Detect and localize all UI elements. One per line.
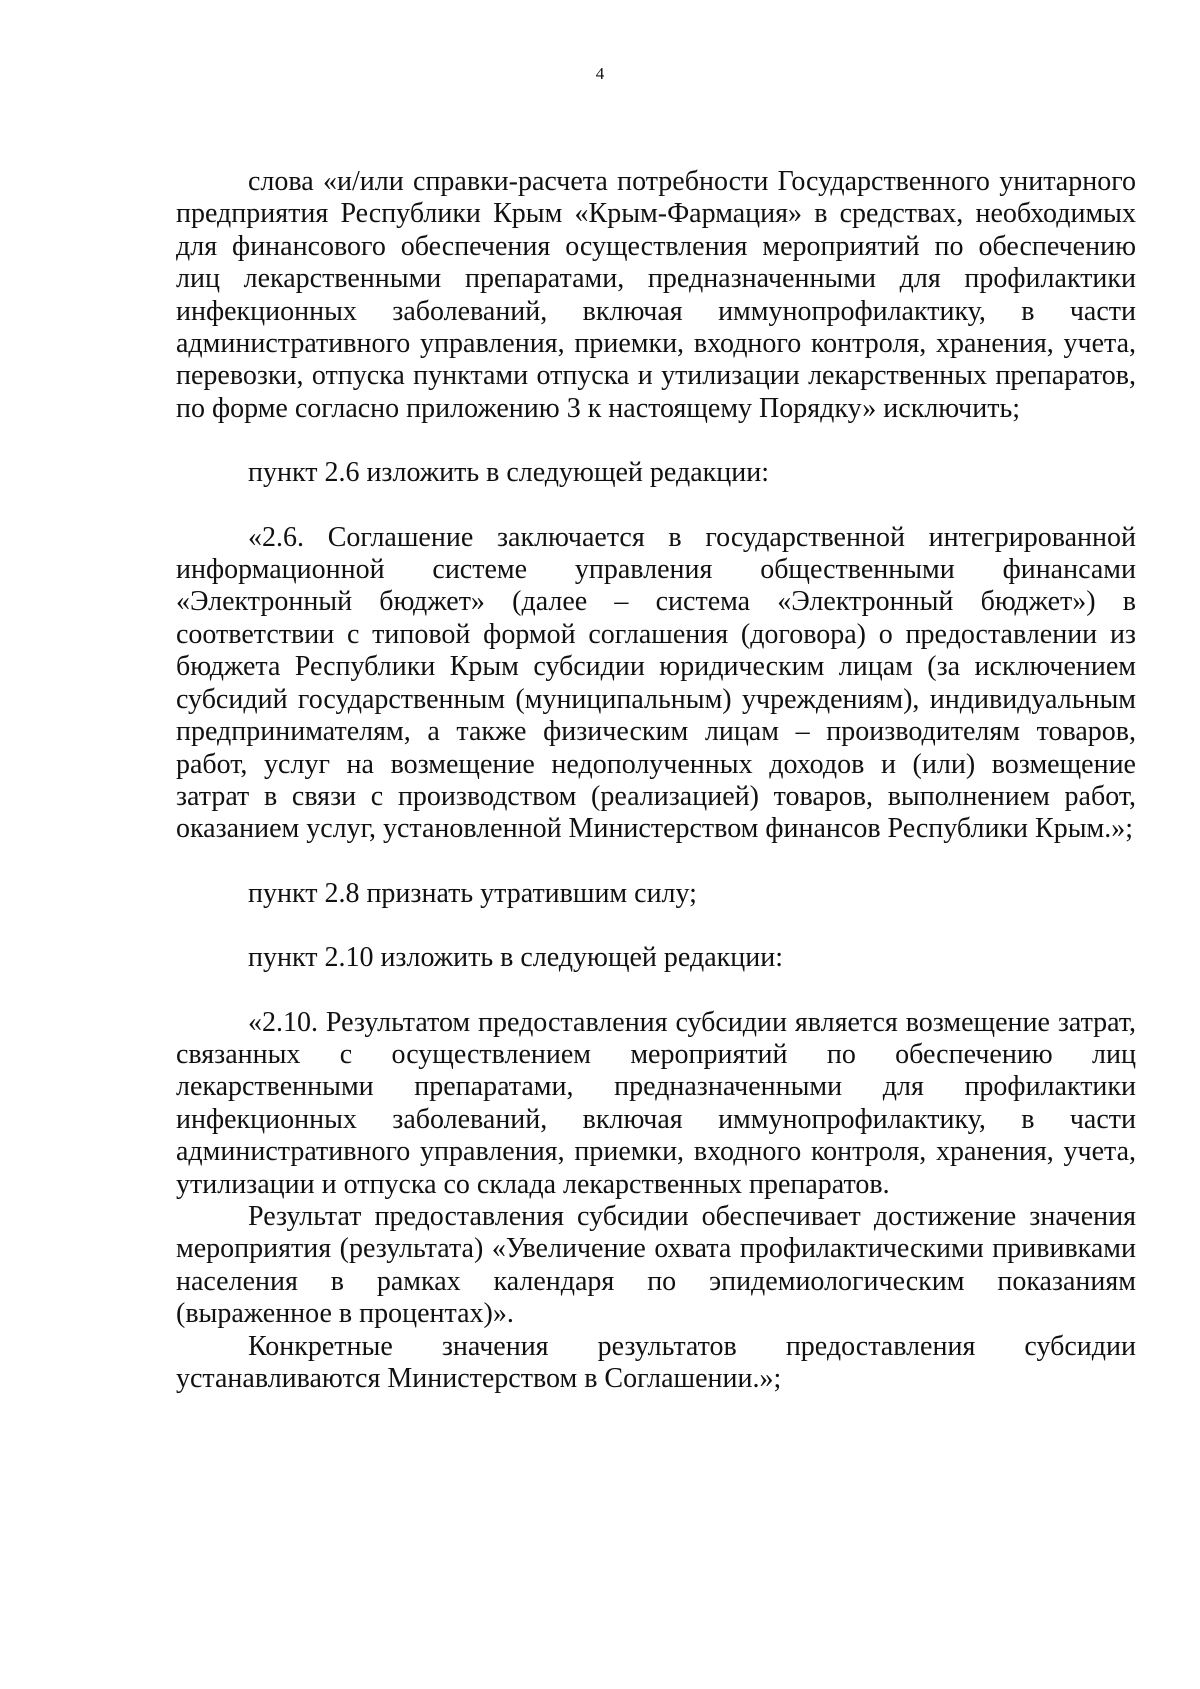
- paragraph-item-2-6-intro: пункт 2.6 изложить в следующей редакции:: [248, 457, 769, 489]
- paragraph-specific-values: Конкретные значения результатов предоставления субсидии устанавливаются Министерством в Соглашении.»;: [176, 1330, 1136, 1394]
- paragraph-item-2-10-text: «2.10. Результатом предоставления субсидии является возмещение затрат, связанных с осуществлением мероприятий по обеспечению лиц лекарственными препаратами, предназначенными для профилактики инфекционных заболеваний, включая иммунопрофилактику, в части административного управления, приемки, входного контроля, хранения, учета, утилизации и отпуска со склада лекарственных препаратов.: [176, 1006, 1136, 1200]
- paragraph-result-indicator: Результат предоставления субсидии обеспечивает достижение значения мероприятия (результата) «Увеличение охвата профилактическими прививками населения в рамках календаря по эпидемиологическим показаниям (выраженное в процентах)».: [176, 1200, 1136, 1330]
- paragraph-item-2-8: пункт 2.8 признать утратившим силу;: [248, 877, 697, 909]
- paragraph-item-2-6-text: «2.6. Соглашение заключается в государственной интегрированной информационной системе управления общественными финансами «Электронный бюджет» (далее – система «Электронный бюджет») в соответствии с типовой формой соглашения (договора) о предоставлении из бюджета Республики Крым субсидии юридическим лицам (за исключением субсидий государственным (муниципальным) учреждениям), индивидуальным предпринимателям, а также физическим лицам – производителям товаров, работ, услуг на возмещение недополученных доходов и (или) возмещение затрат в связи с производством (реализацией) товаров, выполнением работ, оказанием услуг, установленной Министерством финансов Республики Крым.»;: [176, 521, 1136, 845]
- paragraph-strike-words: слова «и/или справки-расчета потребности Государственного унитарного предприятия Республики Крым «Крым-Фармация» в средствах, необходимых для финансового обеспечения осуществления мероприятий по обеспечению лиц лекарственными препаратами, предназначенными для профилактики инфекционных заболеваний, включая иммунопрофилактику, в части административного управления, приемки, входного контроля, хранения, учета, перевозки, отпуска пунктами отпуска и утилизации лекарственных препаратов, по форме согласно приложению 3 к настоящему Порядку» исключить;: [176, 166, 1136, 424]
- document-body: [176, 166, 1136, 1395]
- page-number: 4: [595, 64, 605, 83]
- paragraph-item-2-10-intro: пункт 2.10 изложить в следующей редакции:: [248, 942, 783, 974]
